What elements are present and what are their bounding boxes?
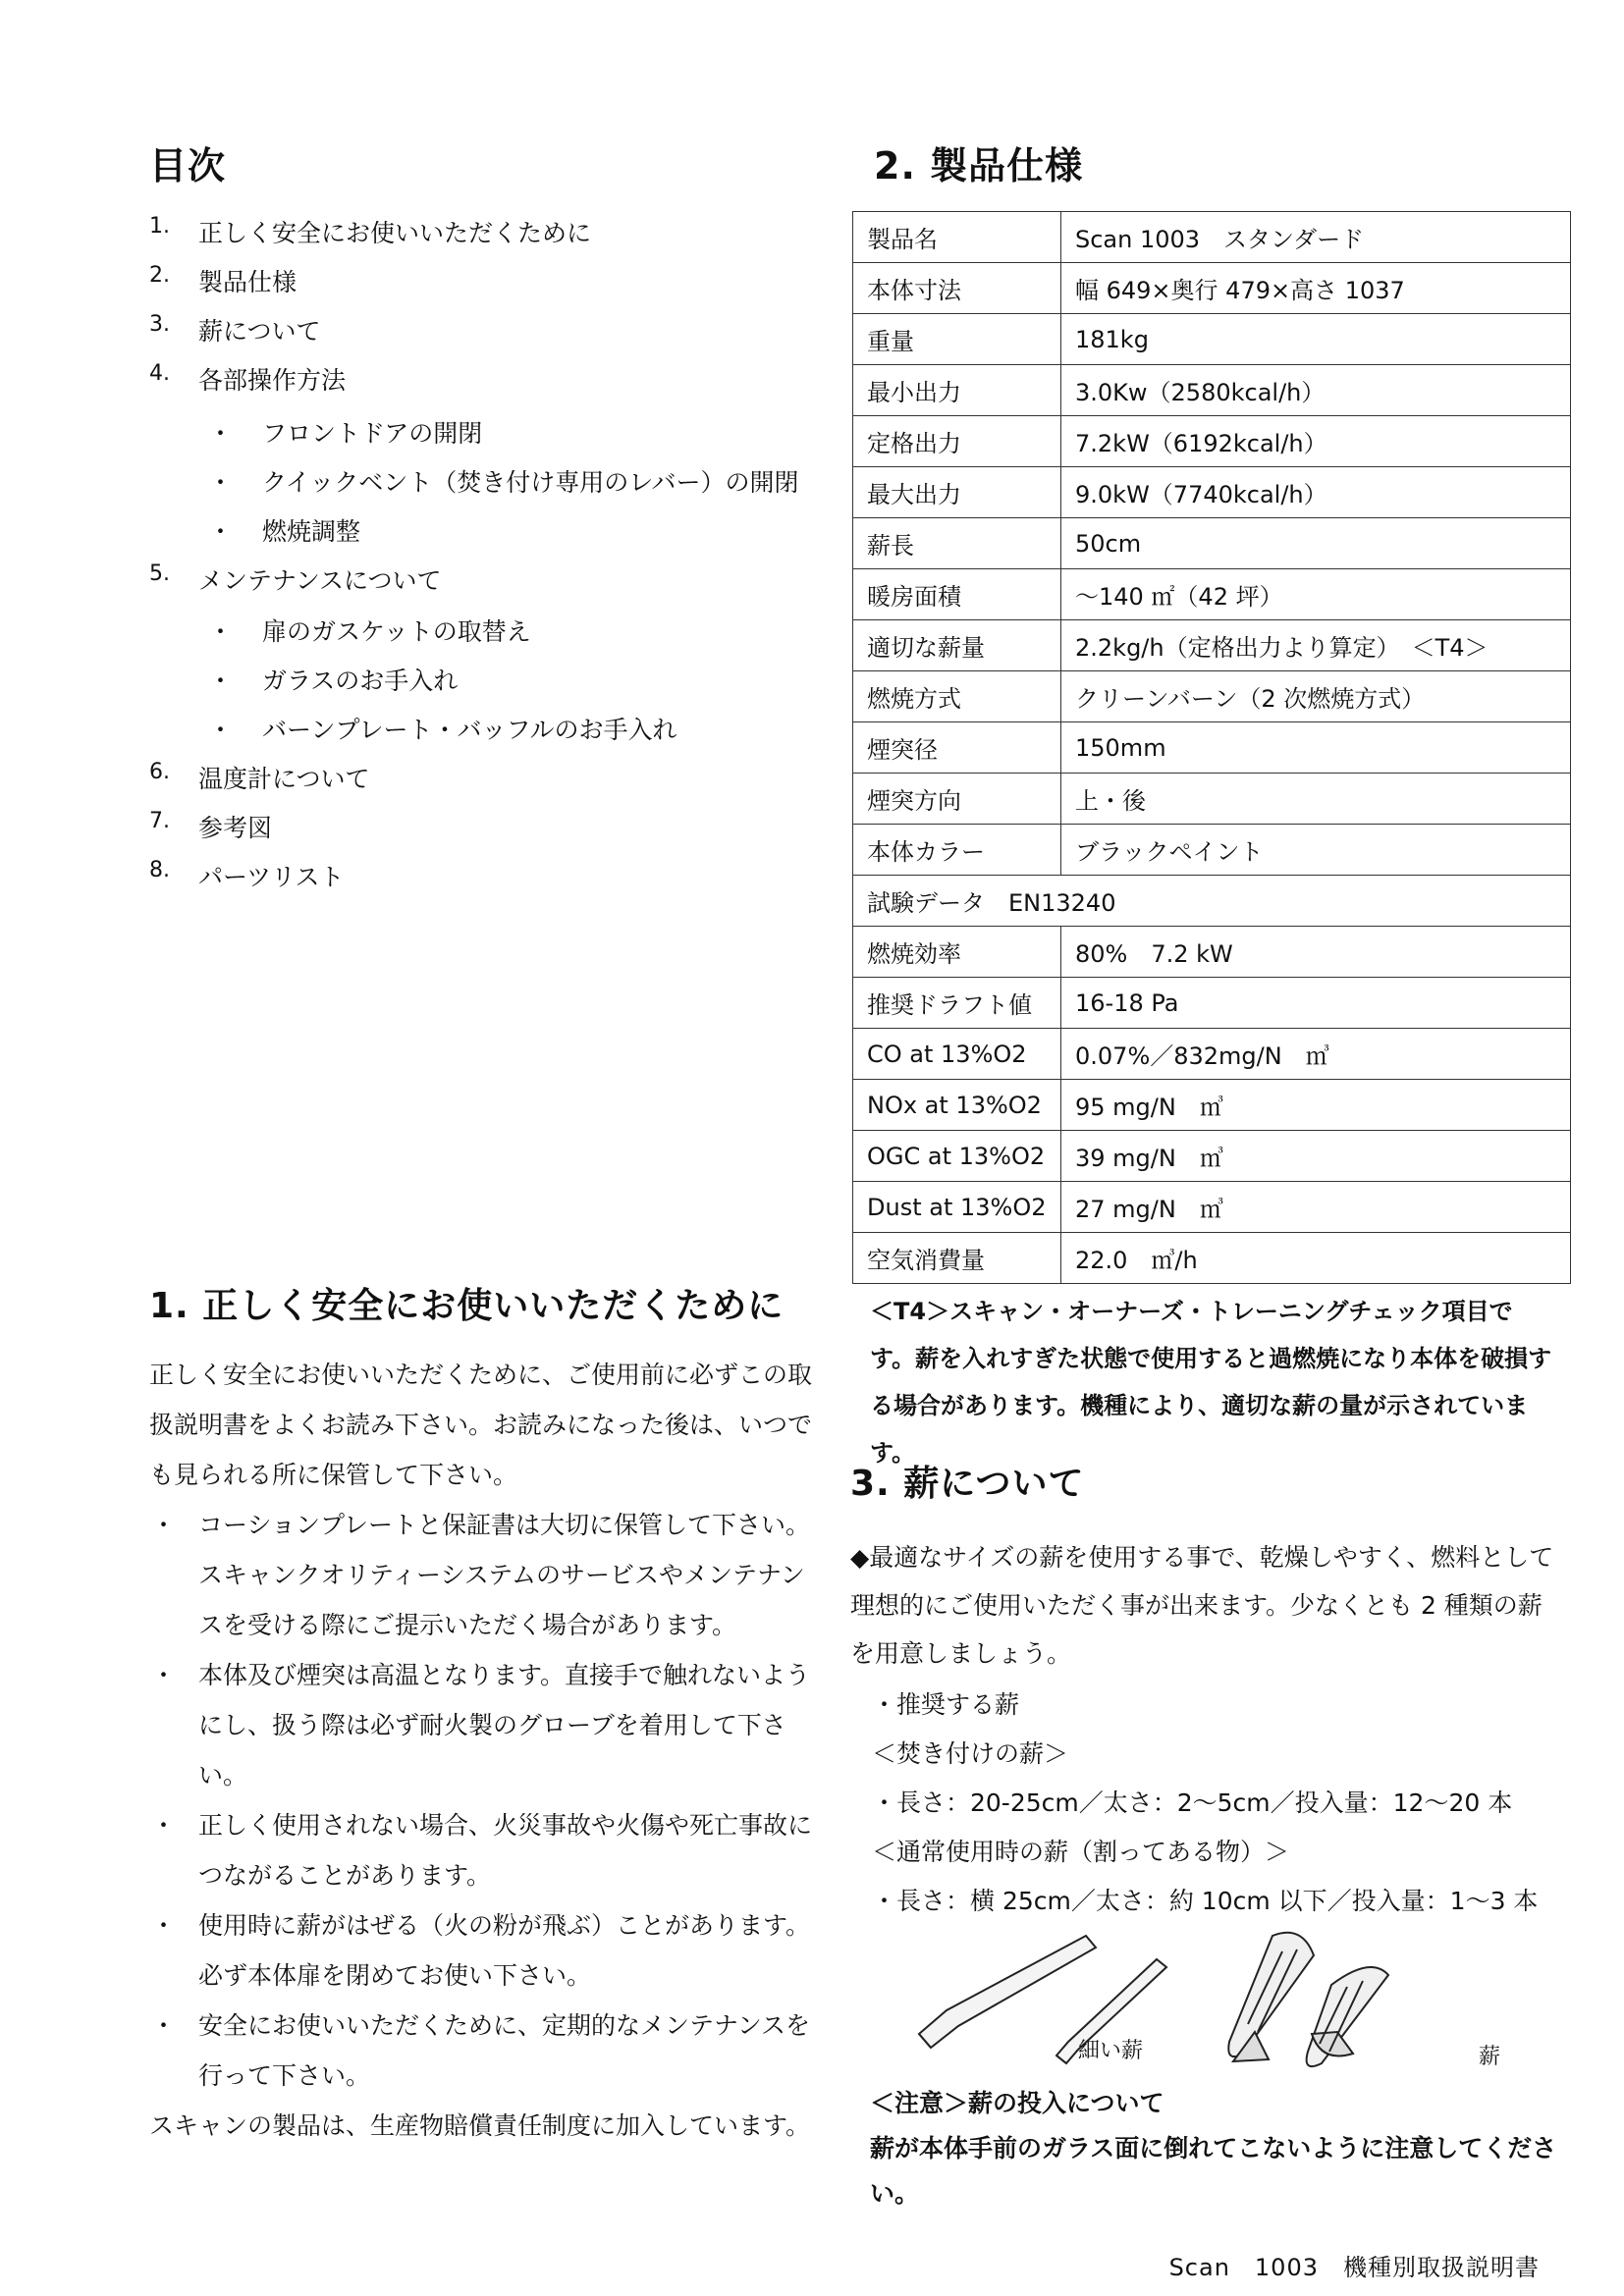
safety-item-text: 使用時に薪がはぜる（火の粉が飛ぶ）ことがあります。必ず本体扉を閉めてお使い下さい。	[198, 1911, 811, 1990]
kindling-spec: ・長さ：20-25cm／太さ：2～5cm／投入量：12～20 本	[872, 1789, 1513, 1817]
safety-item-text: 正しく使用されない場合、火災事故や火傷や死亡事故につながることがあります。	[198, 1811, 813, 1890]
list-item	[149, 1650, 827, 1800]
spec-value: 7.2kW（6192kcal/h）	[1061, 416, 1571, 467]
bullet-icon: ・	[208, 517, 234, 546]
firewood-intro-paragraph: ◆最適なサイズの薪を使用する事で、乾燥しやすく、燃料として理想的にご使用いただく事が出来ます。少なくとも 2 種類の薪を用意しましょう。	[850, 1543, 1554, 1668]
safety-item-text: 本体及び煙突は高温となります。直接手で触れないようにし、扱う際は必ず耐火製のグローブを着用して下さい。	[198, 1661, 811, 1789]
spec-value: クリーンバーン（2 次燃焼方式）	[1061, 671, 1571, 722]
spec-value: 2.2kg/h（定格出力より算定） ＜T4＞	[1061, 620, 1571, 671]
spec-key: 本体カラー	[853, 825, 1061, 876]
toc-item-label: メンテナンスについて	[198, 566, 442, 595]
toc-subitem-label: バーンプレート・バッフルのお手入れ	[262, 716, 677, 744]
firewood-illustration	[909, 1916, 1538, 2075]
spec-key: CO at 13%O2	[853, 1029, 1061, 1080]
spec-key: 最大出力	[853, 467, 1061, 518]
toc-subitem-label: フロントドアの開閉	[262, 419, 483, 448]
list-item	[149, 1500, 827, 1650]
table-row	[853, 518, 1571, 569]
toc-item-number: 8.	[149, 858, 170, 882]
spec-key: 煙突方向	[853, 774, 1061, 825]
bullet-icon: ・	[208, 667, 234, 695]
spec-key: Dust at 13%O2	[853, 1182, 1061, 1233]
spec-value: 27 mg/N ㎥	[1061, 1182, 1571, 1233]
spec-key: 重量	[853, 314, 1061, 365]
table-row	[853, 365, 1571, 416]
bullet-icon: ・	[208, 617, 234, 646]
table-row	[853, 1080, 1571, 1131]
regular-wood-title: ＜通常使用時の薪（割ってある物）＞	[872, 1838, 1290, 1866]
bullet-icon: ・	[151, 1911, 177, 1940]
spec-key: 推奨ドラフト値	[853, 978, 1061, 1029]
spec-value: 幅 649×奥行 479×高さ 1037	[1061, 263, 1571, 314]
caution-title: ＜注意＞薪の投入について	[870, 2089, 1164, 2117]
spec-section-heading: 2. 製品仕様	[874, 144, 1084, 187]
bullet-icon: ・	[151, 2011, 177, 2040]
safety-list	[149, 1500, 827, 2101]
spec-value: 150mm	[1061, 722, 1571, 774]
spec-key: 煙突径	[853, 722, 1061, 774]
recommended-wood-label: ・推奨する薪	[872, 1690, 1020, 1719]
spec-value: 95 mg/N ㎥	[1061, 1080, 1571, 1131]
spec-value: 39 mg/N ㎥	[1061, 1131, 1571, 1182]
toc-item-label: 製品仕様	[198, 268, 298, 296]
spec-key: 製品名	[853, 212, 1061, 263]
list-item	[149, 1800, 827, 1900]
toc-item-number: 4.	[149, 361, 170, 386]
spec-key: 適切な薪量	[853, 620, 1061, 671]
spec-key: 本体寸法	[853, 263, 1061, 314]
spec-value: 上・後	[1061, 774, 1571, 825]
toc-item-label: 薪について	[198, 317, 321, 346]
toc-item-number: 5.	[149, 561, 170, 586]
firewood-recommendations	[872, 1681, 1559, 1926]
table-row	[853, 212, 1571, 263]
spec-key: NOx at 13%O2	[853, 1080, 1061, 1131]
toc-subitem-label: 燃焼調整	[262, 517, 361, 546]
table-row	[853, 1233, 1571, 1284]
spec-value: 22.0 ㎥/h	[1061, 1233, 1571, 1284]
bullet-icon: ・	[151, 1661, 177, 1689]
table-row	[853, 1182, 1571, 1233]
spec-value: Scan 1003 スタンダード	[1061, 212, 1571, 263]
regular-wood-spec: ・長さ：横 25cm／太さ：約 10cm 以下／投入量：1～3 本	[872, 1887, 1539, 1915]
toc-item-number: 2.	[149, 263, 170, 288]
toc-item-number: 7.	[149, 809, 170, 833]
table-row	[853, 671, 1571, 722]
caution-text: 薪が本体手前のガラス面に倒れてこないように注意してください。	[870, 2134, 1557, 2208]
toc-subitem-label: 扉のガスケットの取替え	[262, 617, 531, 646]
spec-value: 9.0kW（7740kcal/h）	[1061, 467, 1571, 518]
spec-value: 0.07%／832mg/N ㎥	[1061, 1029, 1571, 1080]
spec-key: 薪長	[853, 518, 1061, 569]
toc-item-label: パーツリスト	[198, 863, 345, 891]
bullet-icon: ・	[151, 1511, 177, 1539]
bullet-icon: ・	[208, 468, 234, 497]
table-row	[853, 467, 1571, 518]
list-item	[149, 2001, 827, 2101]
t4-note: ＜T4＞スキャン・オーナーズ・トレーニングチェック項目です。薪を入れすぎた状態で使用すると過燃焼になり本体を破損する場合があります。機種により、適切な薪の量が示されています。	[870, 1298, 1552, 1467]
toc-subitem-label: クイックベント（焚き付け専用のレバー）の開閉	[262, 468, 799, 497]
kindling-title: ＜焚き付けの薪＞	[872, 1739, 1069, 1768]
thin-wood-label: 細い薪	[1078, 2039, 1144, 2063]
spec-key: 暖房面積	[853, 569, 1061, 620]
spec-value: 16-18 Pa	[1061, 978, 1571, 1029]
split-logs-icon	[1228, 1933, 1388, 2066]
safety-intro-paragraph: 正しく安全にお使いいただくために、ご使用前に必ずこの取扱説明書をよくお読み下さい。お読みになった後は、いつでも見られる所に保管して下さい。	[149, 1361, 813, 1489]
table-row	[853, 314, 1571, 365]
table-row	[853, 978, 1571, 1029]
table-row	[853, 876, 1571, 927]
list-item	[149, 1900, 827, 2001]
toc-subitem-label: ガラスのお手入れ	[262, 667, 459, 695]
spec-key: 燃焼方式	[853, 671, 1061, 722]
spec-key: 燃焼効率	[853, 927, 1061, 978]
table-row	[853, 1131, 1571, 1182]
spec-value: 3.0Kw（2580kcal/h）	[1061, 365, 1571, 416]
caution-block	[870, 2081, 1557, 2216]
safety-item-text: コーションプレートと保証書は大切に保管して下さい。スキャンクオリティーシステムのサービスやメンテナンスを受ける際にご提示いただく場合があります。	[198, 1511, 811, 1639]
spec-table	[852, 211, 1571, 1284]
toc-item-label: 温度計について	[198, 765, 370, 793]
bullet-icon: ・	[208, 419, 234, 448]
bullet-icon: ・	[151, 1811, 177, 1840]
table-row	[853, 263, 1571, 314]
spec-key: 空気消費量	[853, 1233, 1061, 1284]
spec-value: ブラックペイント	[1061, 825, 1571, 876]
toc-item-label: 正しく安全にお使いいただくために	[198, 219, 592, 247]
firewood-section-heading: 3. 薪について	[850, 1464, 1085, 1504]
table-row	[853, 774, 1571, 825]
toc-item-label: 各部操作方法	[198, 366, 347, 395]
page-footer: Scan 1003 機種別取扱説明書	[1168, 2254, 1540, 2281]
safety-item-text: 安全にお使いいただくために、定期的なメンテナンスを行って下さい。	[198, 2011, 811, 2090]
spec-value: 80% 7.2 kW	[1061, 927, 1571, 978]
spec-key: OGC at 13%O2	[853, 1131, 1061, 1182]
spec-value: 50cm	[1061, 518, 1571, 569]
table-row	[853, 1029, 1571, 1080]
table-row	[853, 620, 1571, 671]
toc-item-number: 6.	[149, 760, 170, 784]
toc-item-number: 1.	[149, 214, 170, 239]
spec-key: 定格出力	[853, 416, 1061, 467]
spec-value: ～140 ㎡（42 坪）	[1061, 569, 1571, 620]
table-row	[853, 825, 1571, 876]
bullet-icon: ・	[208, 716, 234, 744]
table-row	[853, 927, 1571, 978]
toc-heading: 目次	[149, 144, 227, 187]
spec-value: 181kg	[1061, 314, 1571, 365]
table-row	[853, 416, 1571, 467]
wood-label: 薪	[1479, 2045, 1501, 2069]
safety-section-heading: 1. 正しく安全にお使いいただくために	[149, 1286, 785, 1326]
toc-item-label: 参考図	[198, 814, 273, 842]
toc-item-number: 3.	[149, 312, 170, 337]
liability-paragraph: スキャンの製品は、生産物賠償責任制度に加入しています。	[149, 2111, 811, 2140]
table-row	[853, 722, 1571, 774]
table-row	[853, 569, 1571, 620]
test-data-header: 試験データ EN13240	[853, 876, 1571, 927]
spec-key: 最小出力	[853, 365, 1061, 416]
